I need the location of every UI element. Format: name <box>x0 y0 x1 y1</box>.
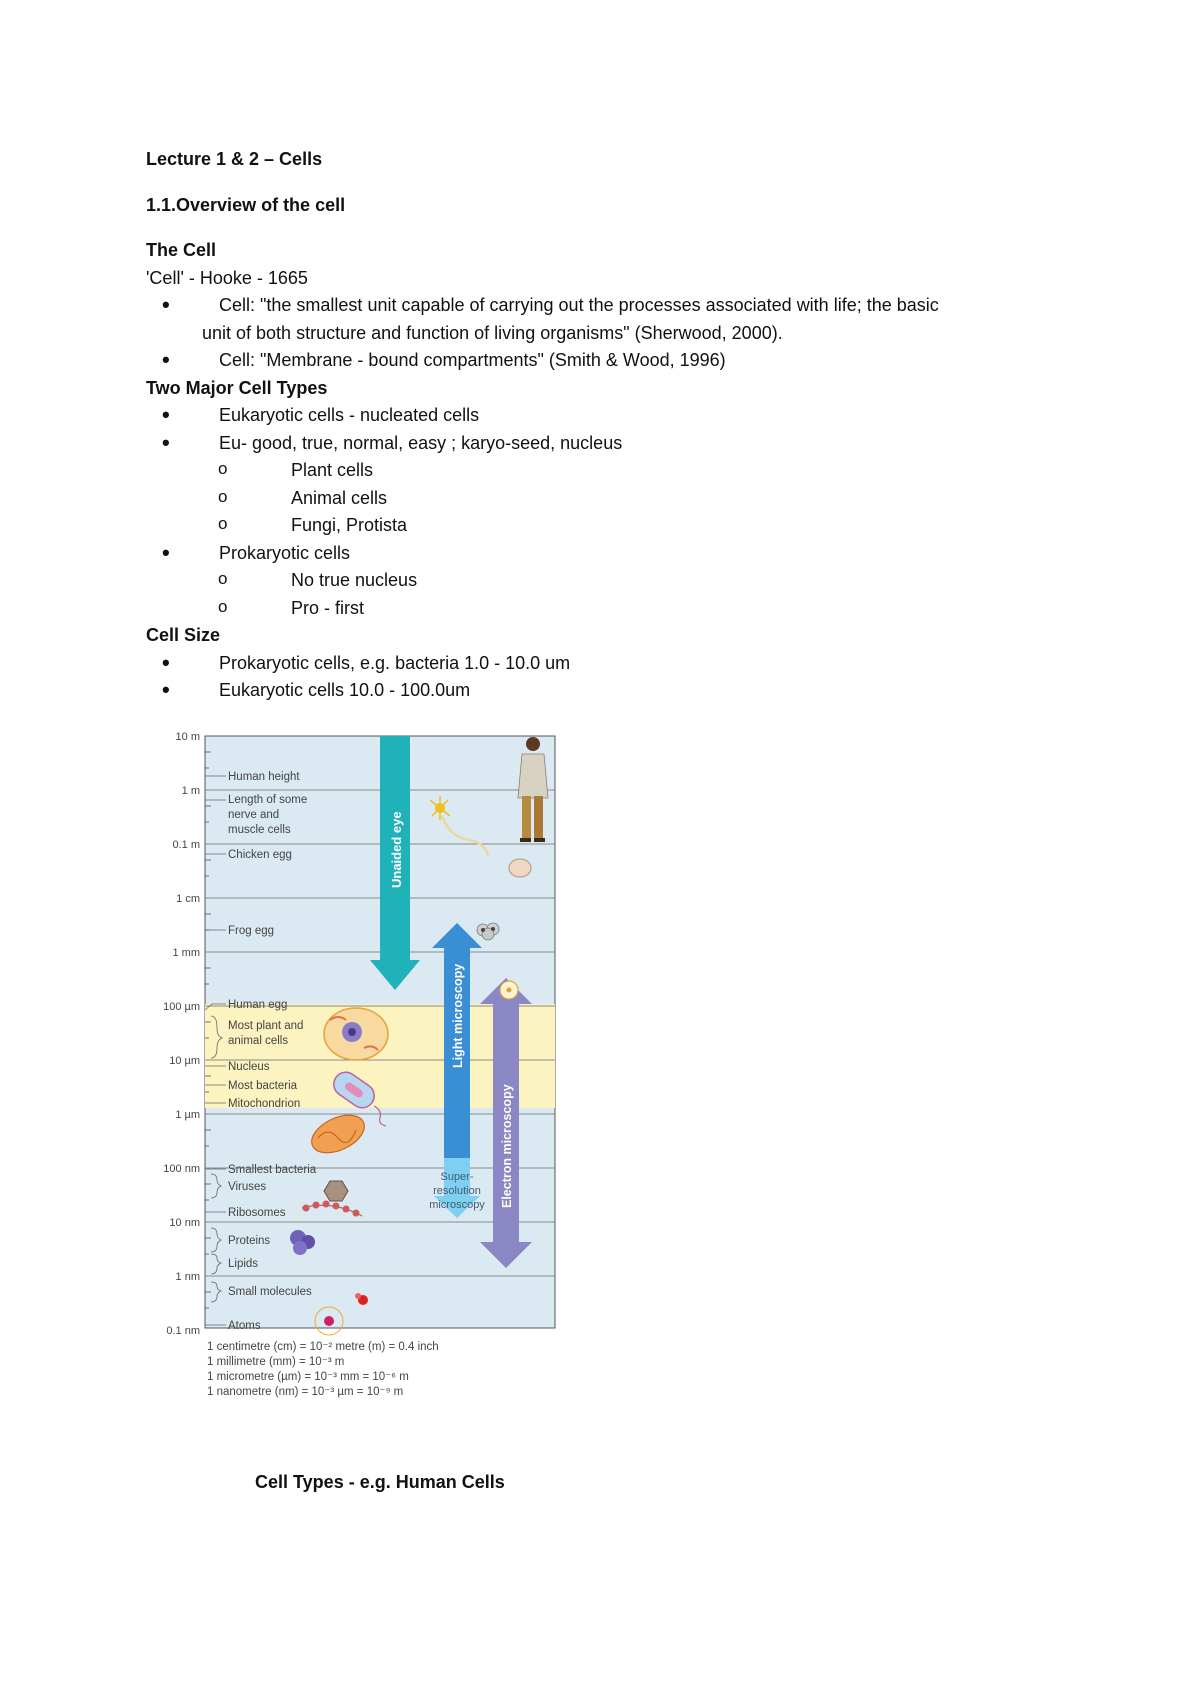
unit-definitions <box>207 1341 439 1398</box>
sub-bullet-item: o Plant cells <box>146 457 1066 485</box>
scale-label: 1 cm <box>176 893 200 905</box>
item-label: Nucleus <box>228 1061 270 1073</box>
scale-label: 1 µm <box>175 1109 200 1121</box>
document-body <box>146 146 1066 705</box>
item-label: Human height <box>228 771 300 783</box>
scale-label: 1 m <box>181 785 200 797</box>
lecture-title: Lecture 1 & 2 – Cells <box>146 149 323 169</box>
scale-label: 0.1 nm <box>166 1325 200 1337</box>
unit-definition: 1 nanometre (nm) = 10⁻³ µm = 10⁻⁹ m <box>207 1386 404 1398</box>
bullet-item <box>146 677 1066 705</box>
sub-bullet-item: o No true nucleus <box>146 567 1066 595</box>
bullet-item <box>146 292 1066 347</box>
item-label: Smallest bacteria <box>228 1164 317 1176</box>
item-label: Mitochondrion <box>228 1098 301 1110</box>
unit-definition: 1 millimetre (mm) = 10⁻³ m <box>207 1356 345 1368</box>
sub-bullet-item: o Animal cells <box>146 485 1066 513</box>
electron-microscopy-label: Electron microscopy <box>500 1084 514 1208</box>
cell-types-heading: Two Major Cell Types <box>146 377 328 398</box>
scale-label: 0.1 m <box>172 839 200 851</box>
hooke-line: 'Cell' - Hooke - 1665 <box>146 267 308 288</box>
scale-label: 10 m <box>175 731 200 743</box>
section-heading: 1.1.Overview of the cell <box>146 194 346 215</box>
animal-cell-illustration <box>324 1008 388 1060</box>
sub-bullet-item: o Pro - first <box>146 595 1066 623</box>
bullet-text: Eukaryotic cells - nucleated cells <box>219 405 480 425</box>
unit-definition: 1 centimetre (cm) = 10⁻² metre (m) = 0.4 inch <box>207 1341 439 1353</box>
bullet-item <box>146 430 1066 458</box>
bullet-text: Prokaryotic cells, e.g. bacteria 1.0 - 10.0 um <box>219 652 571 673</box>
unit-definition: 1 micrometre (µm) = 10⁻³ mm = 10⁻⁶ m <box>207 1371 409 1383</box>
bullet-text: Cell: "the smallest unit capable of carrying out the processes associated with life; the basic <box>219 295 939 315</box>
bullet-text: Cell: "Membrane - bound compartments" (Smith & Wood, 1996) <box>219 350 726 370</box>
cell-types-caption: Cell Types - e.g. Human Cells <box>255 1472 505 1492</box>
scale-label: 1 nm <box>175 1271 200 1283</box>
item-label: Length of some <box>228 794 308 806</box>
scale-labels <box>163 731 200 1337</box>
super-resolution-label: resolution <box>433 1185 481 1197</box>
bullet-text: Eu- good, true, normal, easy ; karyo-seed, nucleus <box>219 432 623 453</box>
bullet-text-continued: unit of both structure and function of living organisms" (Sherwood, 2000). <box>202 322 783 343</box>
item-label: animal cells <box>228 1035 289 1047</box>
item-label: Most plant and <box>228 1020 304 1032</box>
chicken-egg-icon <box>509 859 531 877</box>
scale-label: 10 µm <box>169 1055 200 1067</box>
bullet-text: Prokaryotic cells <box>219 542 351 563</box>
bullet-item <box>146 402 1066 430</box>
cell-size-scale-figure <box>150 728 570 1408</box>
scale-label: 1 mm <box>172 947 200 959</box>
item-label: Frog egg <box>228 925 275 937</box>
unaided-eye-label: Unaided eye <box>389 811 404 888</box>
bullet-text: Eukaryotic cells 10.0 - 100.0um <box>219 680 471 700</box>
item-label: Ribosomes <box>228 1207 286 1219</box>
item-label: Small molecules <box>228 1286 312 1298</box>
bullet-item <box>146 540 1066 568</box>
bullet-item <box>146 347 1066 375</box>
item-label: Chicken egg <box>228 849 292 861</box>
scale-label: 10 nm <box>169 1217 200 1229</box>
item-label: Atoms <box>228 1320 261 1332</box>
item-label: Human egg <box>228 999 288 1011</box>
scale-label: 100 nm <box>163 1163 200 1175</box>
sub-bullet-item: o Fungi, Protista <box>146 512 1066 540</box>
item-label: Most bacteria <box>228 1080 298 1092</box>
scale-label: 100 µm <box>163 1001 200 1013</box>
item-label: nerve and <box>228 809 280 821</box>
item-label: Lipids <box>228 1258 259 1270</box>
the-cell-heading: The Cell <box>146 240 217 260</box>
light-microscopy-label: Light microscopy <box>451 963 465 1068</box>
item-label: Viruses <box>228 1181 267 1193</box>
item-label: muscle cells <box>228 824 291 836</box>
bullet-item <box>146 650 1066 678</box>
super-resolution-label: Super- <box>440 1171 474 1183</box>
human-egg-icon <box>500 981 518 999</box>
super-resolution-label: microscopy <box>429 1199 485 1211</box>
cell-size-heading: Cell Size <box>146 625 221 645</box>
item-label: Proteins <box>228 1235 271 1247</box>
